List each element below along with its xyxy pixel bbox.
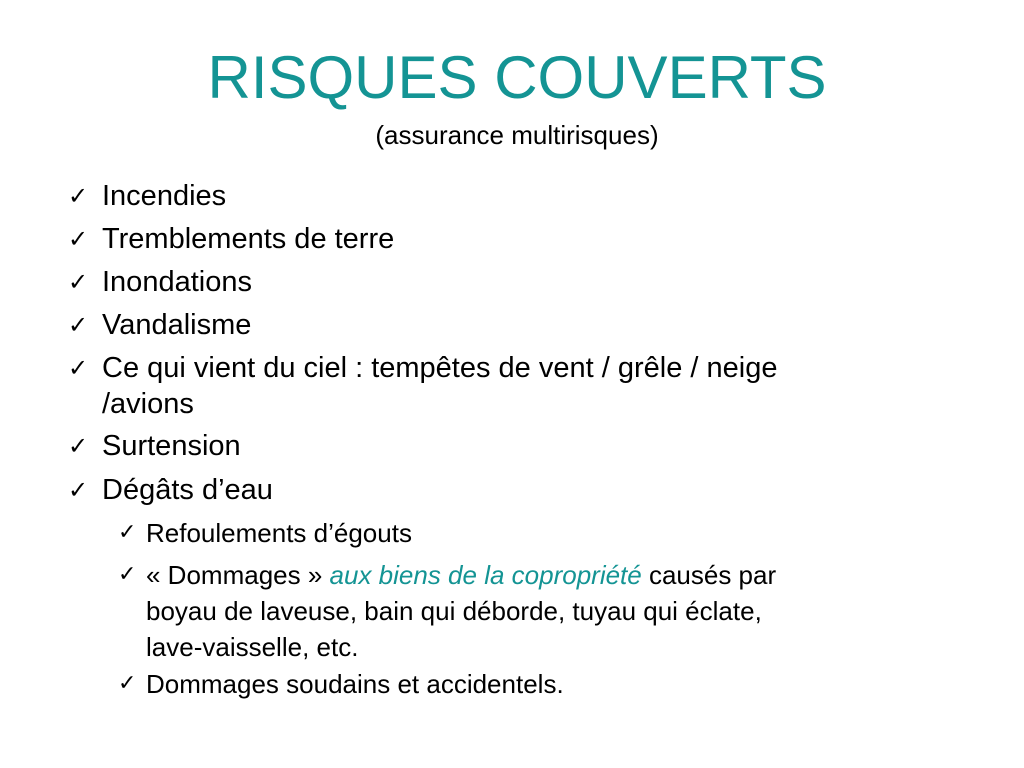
check-icon: ✓ xyxy=(68,476,89,504)
sublist-item-emphasis: aux biens de la copropriété xyxy=(329,560,642,590)
check-icon: ✓ xyxy=(118,520,137,545)
list-item-text: Incendies xyxy=(102,180,227,212)
list-item-text: Dégâts d’eau xyxy=(102,474,273,506)
slide-title: RISQUES COUVERTS xyxy=(207,44,827,111)
list-item-tremblements xyxy=(68,221,902,257)
sublist-item-dommages-biens xyxy=(118,557,906,665)
check-icon: ✓ xyxy=(68,311,89,339)
list-item-inondations xyxy=(68,264,902,300)
sublist-item-dommages-soudains xyxy=(118,666,906,702)
sublist-item-refoulements xyxy=(118,515,906,551)
check-icon: ✓ xyxy=(118,562,137,587)
list-item-text: Surtension xyxy=(102,430,241,462)
list-item-incendies xyxy=(68,178,902,214)
sublist-item-text: Refoulements d’égouts xyxy=(146,518,412,548)
check-icon: ✓ xyxy=(68,182,89,210)
check-icon: ✓ xyxy=(68,432,89,460)
list-item-vandalisme xyxy=(68,307,902,343)
list-item-text: Inondations xyxy=(102,266,252,298)
sublist-item-prefix: « Dommages » xyxy=(146,560,330,590)
sublist-item-text: Dommages soudains et accidentels. xyxy=(146,669,564,699)
check-icon: ✓ xyxy=(68,354,89,382)
check-icon: ✓ xyxy=(68,225,89,253)
list-item-text: Vandalisme xyxy=(102,309,252,341)
sublist-item-suffix: causés par xyxy=(641,560,777,590)
list-item-text-line2: /avions xyxy=(102,388,194,420)
list-item-text-line1: Ce qui vient du ciel : tempêtes de vent / grêle / neige xyxy=(102,352,778,384)
list-item-surtension xyxy=(68,428,902,464)
sublist-item-line3: lave-vaisselle, etc. xyxy=(146,632,359,662)
sublist-item-line2: boyau de laveuse, bain qui déborde, tuyau qui éclate, xyxy=(146,596,762,626)
slide-subtitle: (assurance multirisques) xyxy=(375,120,659,150)
check-icon: ✓ xyxy=(68,268,89,296)
check-icon: ✓ xyxy=(118,671,137,696)
list-item-ciel xyxy=(68,350,902,422)
list-item-degats-eau xyxy=(68,472,902,508)
list-item-text: Tremblements de terre xyxy=(102,223,395,255)
